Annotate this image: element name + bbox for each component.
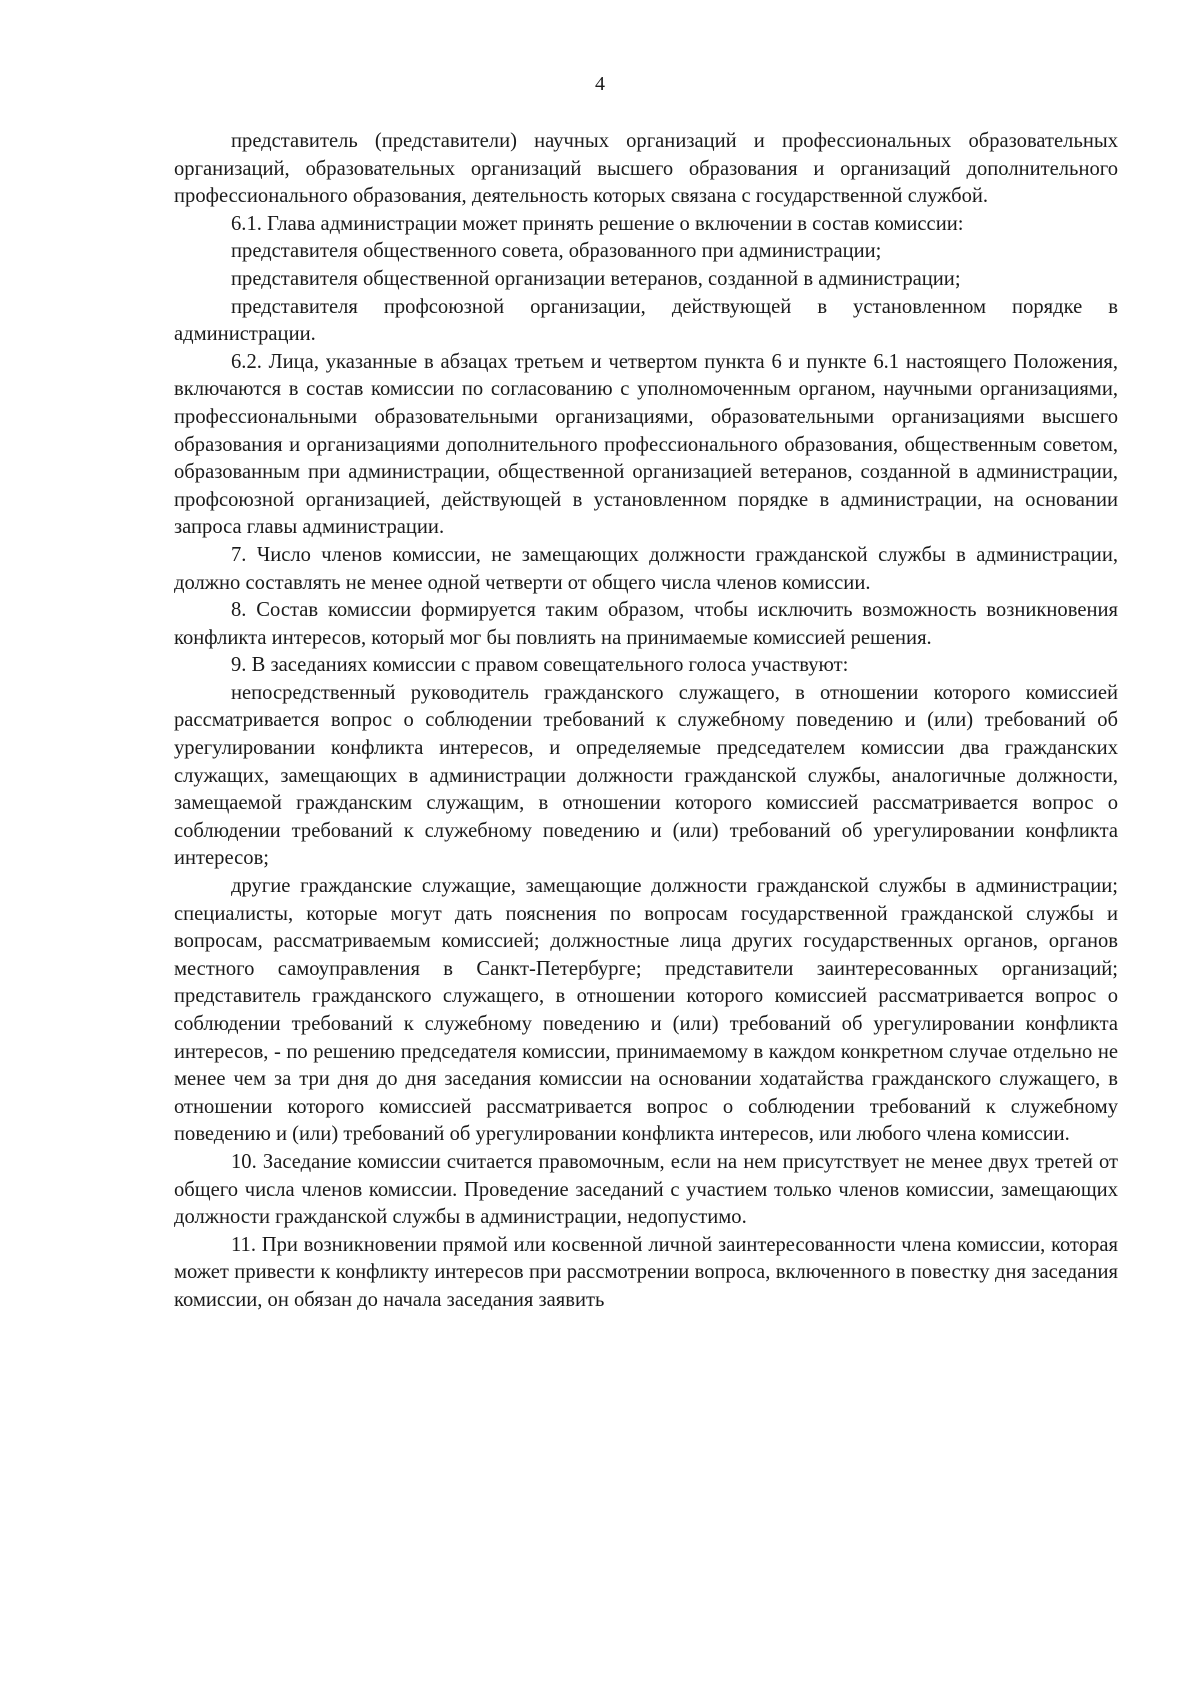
paragraph: непосредственный руководитель гражданского служащего, в отношении которого комиссией рассматривается вопрос о соблюдении требований к служебному поведению и (или) требований об урегулировании конфликта интересов, и определяемые председателем комиссии два гражданских служащих, замещающих в администрации должности гражданской службы, аналогичные должности, замещаемой гражданским служащим, в отношении которого комиссией рассматривается вопрос о соблюдении требований к служебному поведению и (или) требований об урегулировании конфликта интересов; — [174, 681, 1118, 870]
paragraph: 11. При возникновении прямой или косвенной личной заинтересованности члена комиссии, которая может привести к конфликту интересов при рассмотрении вопроса, включенного в повестку дня заседания комиссии, он обязан до начала заседания заявить — [174, 1233, 1118, 1311]
paragraph: представителя профсоюзной организации, действующей в установленном порядке в администрации. — [174, 295, 1118, 346]
paragraph: 10. Заседание комиссии считается правомочным, если на нем присутствует не менее двух третей от общего числа членов комиссии. Проведение заседаний с участием только членов комиссии, замещающих должности гражданской службы в администрации, недопустимо. — [174, 1150, 1118, 1229]
page-number: 4 — [595, 73, 605, 95]
paragraph: представитель (представители) научных организаций и профессиональных образовательных организаций, образовательных организаций высшего образования и организаций дополнительного профессионального образования, деятельность которых связана с государственной службой. — [174, 130, 1118, 208]
paragraph: 6.2. Лица, указанные в абзацах третьем и четвертом пункта 6 и пункте 6.1 настоящего Положения, включаются в состав комиссии по согласованию с уполномоченным органом, научными организациями, профессиональными образовательными организациями, образовательными организациями высшего образования и организациями дополнительного профессионального образования, общественным советом, образованным при администрации, общественной организацией ветеранов, созданной в администрации, профсоюзной организацией, действующей в установленном порядке в администрации, на основании запроса главы администрации. — [174, 350, 1118, 539]
paragraph: 7. Число членов комиссии, не замещающих должности гражданской службы в администрации, должно составлять не менее одной четверти от общего числа членов комиссии. — [174, 543, 1118, 594]
paragraph: 8. Состав комиссии формируется таким образом, чтобы исключить возможность возникновения конфликта интересов, который мог бы повлиять на принимаемые комиссией решения. — [174, 599, 1118, 649]
paragraph: представителя общественного совета, образованного при администрации; — [231, 240, 882, 263]
document-body — [174, 128, 1118, 1315]
paragraph: 6.1. Глава администрации может принять решение о включении в состав комиссии: — [231, 212, 964, 235]
paragraph: представителя общественной организации ветеранов, созданной в администрации; — [231, 267, 961, 290]
paragraph: другие гражданские служащие, замещающие должности гражданской службы в администрации; специалисты, которые могут дать пояснения по вопросам государственной гражданской службы и вопросам, рассматриваемым комиссией; должностные лица других государственных органов, органов местного самоуправления в Санкт-Петербурге; представители заинтересованных организаций; представитель гражданского служащего, в отношении которого комиссией рассматривается вопрос о соблюдении требований к служебному поведению и (или) требований об урегулировании конфликта интересов, - по решению председателя комиссии, принимаемому в каждом конкретном случае отдельно не менее чем за три дня до дня заседания комиссии на основании ходатайства гражданского служащего, в отношении которого комиссией рассматривается вопрос о соблюдении требований к служебному поведению и (или) требований об урегулировании конфликта интересов, или любого члена комиссии. — [174, 875, 1118, 1146]
paragraph: 9. В заседаниях комиссии с правом совещательного голоса участвуют: — [231, 654, 849, 677]
